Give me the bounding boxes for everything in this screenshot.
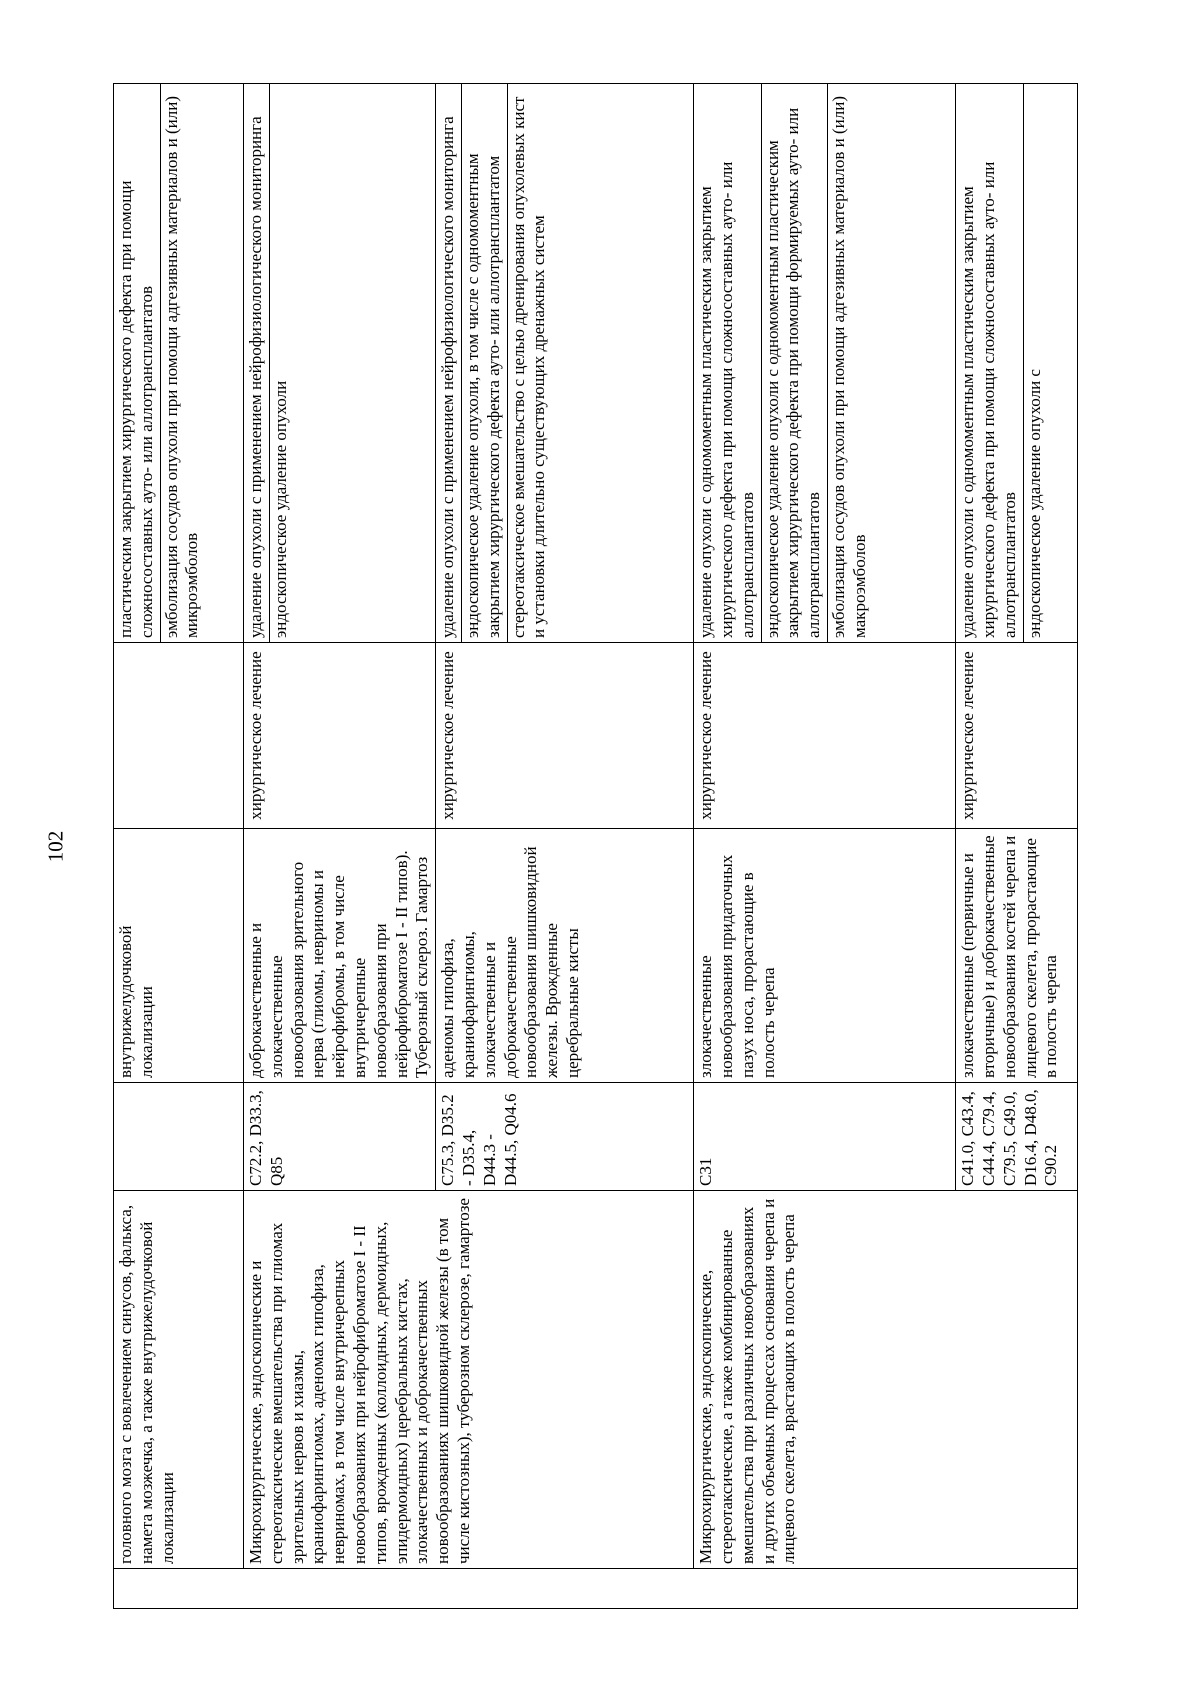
disease-cell: Микрохирургические, эндоскопические и стереотаксические вмешательства при глиомах зрительных нервов и хиазмы, краниофарингиомах, аденомах гипофиза, невриномах, в том числе внутричерепных новообразованиях при нейрофиброматозе I - II типов, врожденных (коллоидных, дермоидных, эпидермоидных) церебральных кистах, злокачественных и доброкачественных новообразованиях шишковидной железы (в том числе кистозных), туберозном склерозе, гамартозе — [244, 1191, 694, 1569]
patient-model-cell: злокачественные (первичные и вторичные) и доброкачественные новообразования костей черепа и лицевого скелета, прорастающие в полость черепа — [956, 829, 1078, 1083]
treatment-methods-cell — [436, 84, 694, 643]
treatment-method: удаление опухоли с применением нейрофизиологического мониторинга — [438, 116, 458, 638]
patient-model-cell: аденомы гипофиза, краниофарингиомы, злокачественные и доброкачественные новообразования шишковидной железы. Врожденные церебральные кисты — [436, 829, 694, 1083]
patient-model-cell: злокачественные новообразования придаточных пазух носа, прорастающие в полость черепа — [694, 829, 956, 1083]
table-row — [114, 84, 244, 1609]
disease-cell: головного мозга с вовлечением синусов, фалькса, намета мозжечка, а также внутрижелудочковой локализации — [114, 1191, 244, 1569]
icd-codes-cell: C75.3, D35.2 - D35.4, D44.3 - D44.5, Q04.6 — [436, 1083, 694, 1191]
treatment-method: эндоскопическое удаление опухоли с — [1023, 84, 1048, 642]
treatment-method: эмболизация сосудов опухоли при помощи адгезивных материалов и (или) макроэмболов — [827, 84, 873, 642]
page-number: 102 — [43, 830, 68, 863]
treatment-type-cell: хирургическое лечение — [956, 643, 1078, 829]
rotated-page-content — [113, 84, 1075, 1609]
treatment-method: эндоскопическое удаление опухоли, в том числе с одномоментным закрытием хирургического дефекта ауто- или аллотрансплантатом — [461, 84, 507, 642]
treatment-methods-cell — [694, 84, 956, 643]
treatment-method: пластическим закрытием хирургического дефекта при помощи сложносоставных ауто- или аллотрансплантатов — [116, 180, 156, 638]
treatment-method: удаление опухоли с одномоментным пластическим закрытием хирургического дефекта при помощи сложносоставных ауто- или аллотрансплантатов — [696, 161, 757, 638]
disease-cell: Микрохирургические, эндоскопические, стереотаксические, а также комбинированные вмешательства при различных новообразованиях и других объемных процессах основания черепа и лицевого скелета, врастающих в полость черепа — [694, 1191, 1078, 1569]
patient-model-cell: доброкачественные и злокачественные новообразования зрительного нерва (глиомы, невриномы и нейрофибромы, в том числе внутричерепные новообразования при нейрофиброматозе I - II типов). Туберозный склероз. Гамартоз — [244, 829, 436, 1083]
treatment-type-cell — [114, 643, 244, 829]
treatment-type-cell: хирургическое лечение — [436, 643, 694, 829]
icd-codes-cell — [114, 1083, 244, 1191]
treatment-method: эмболизация сосудов опухоли при помощи адгезивных материалов и (или) микроэмболов — [160, 84, 206, 642]
treatment-methods-cell — [956, 84, 1078, 643]
treatment-methods-cell — [244, 84, 436, 643]
icd-codes-cell: C41.0, C43.4, C44.4, C79.4, C79.5, C49.0, D16.4, D48.0, C90.2 — [956, 1083, 1078, 1191]
patient-model-cell: внутрижелудочковой локализации — [114, 829, 244, 1083]
treatment-method: эндоскопическое удаление опухоли с одномоментным пластическим закрытием хирургического дефекта при помощи формируемых ауто- или аллотрансплантатов — [761, 84, 827, 642]
icd-codes-cell: C72.2, D33.3, Q85 — [244, 1083, 436, 1191]
treatment-methods-cell — [114, 84, 244, 643]
table-row — [694, 84, 956, 1609]
treatment-type-cell: хирургическое лечение — [694, 643, 956, 829]
row-number-cell — [114, 1569, 1078, 1609]
icd-codes-cell: C31 — [694, 1083, 956, 1191]
treatment-method: эндоскопическое удаление опухоли — [269, 84, 294, 642]
treatment-method: стереотаксическое вмешательство с целью дренирования опухолевых кист и установки длительно существующих дренажных систем — [507, 84, 553, 642]
treatment-type-cell: хирургическое лечение — [244, 643, 436, 829]
medical-care-table — [113, 83, 1078, 1609]
treatment-method: удаление опухоли с применением нейрофизиологического мониторинга — [246, 116, 265, 638]
treatment-method: удаление опухоли с одномоментным пластическим закрытием хирургического дефекта при помощи сложносоставных ауто- или аллотрансплантатов — [958, 161, 1019, 638]
table-row — [244, 84, 436, 1609]
